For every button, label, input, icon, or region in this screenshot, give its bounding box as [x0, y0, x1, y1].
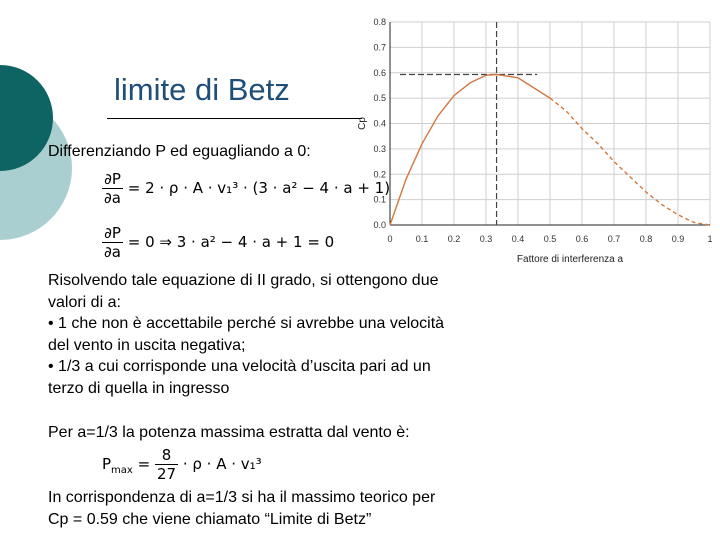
conclusion-text — [48, 487, 435, 530]
y-tick-label: 0.1 — [373, 194, 386, 205]
x-tick-label: 0 — [387, 234, 393, 244]
y-tick-label: 0.5 — [373, 93, 386, 104]
paragraph-line: • 1/3 a cui corrisponde una velocità d’uscita pari ad un — [48, 358, 431, 375]
eq3-denominator: 27 — [156, 465, 177, 483]
equation-derivative — [102, 170, 390, 207]
eq2-rhs: = 0 ⇒ 3 · a² − 4 · a + 1 = 0 — [127, 233, 335, 251]
eq2-denominator: ∂a — [104, 243, 121, 261]
eq2-fraction — [102, 224, 123, 261]
y-tick-label: 0.0 — [373, 220, 386, 230]
x-tick-label: 0.7 — [607, 234, 621, 244]
y-tick-label: 0.7 — [373, 42, 386, 53]
explanation-paragraph — [48, 270, 444, 399]
y-tick-label: 0.6 — [373, 67, 386, 78]
eq3-lhs-subscript: max — [111, 465, 133, 476]
eq1-rhs: = 2 · ρ · A · v₁³ · (3 · a² − 4 · a + 1) — [127, 179, 391, 197]
eq3-fraction — [155, 446, 178, 483]
eq1-fraction — [102, 170, 123, 207]
equation-pmax — [102, 446, 262, 483]
y-tick-label: 0.3 — [373, 143, 386, 154]
paragraph-line: Risolvendo tale equazione di II grado, si ottengono due — [48, 272, 439, 289]
x-tick-label: 0.9 — [671, 234, 685, 244]
x-tick-label: 1 — [707, 234, 713, 244]
x-tick-label: 0.4 — [511, 234, 525, 244]
eq1-denominator: ∂a — [104, 189, 121, 207]
eq3-lhs-symbol: P — [102, 455, 112, 473]
cp-curve-solid — [390, 75, 550, 226]
slide-title: limite di Betz — [114, 72, 290, 107]
x-tick-label: 0.1 — [415, 234, 429, 244]
paragraph-line: • 1 che non è accettabile perché si avrebbe una velocità — [48, 315, 445, 332]
eq1-numerator: ∂P — [102, 170, 123, 189]
intro-text: Differenziando P ed eguagliando a 0: — [48, 143, 311, 160]
x-axis-label: Fattore di interferenza a — [516, 254, 624, 265]
x-tick-label: 0.2 — [447, 234, 461, 244]
y-tick-label: 0.4 — [373, 118, 386, 129]
x-tick-label: 0.3 — [479, 234, 493, 244]
eq3-numerator: 8 — [155, 446, 178, 465]
max-power-text: Per a=1/3 la potenza massima estratta dal vento è: — [48, 424, 410, 441]
x-tick-label: 0.8 — [639, 234, 653, 244]
eq2-numerator: ∂P — [102, 224, 123, 243]
cp-curve-dashed — [550, 98, 710, 225]
eq3-lhs: $P_{max}$ = — [102, 455, 151, 476]
betz-chart-svg — [350, 10, 720, 275]
paragraph-line: valori di a: — [48, 293, 121, 311]
y-axis-label: Cp — [357, 117, 368, 130]
betz-chart — [350, 10, 720, 275]
conclusion-line: Cp = 0.59 che viene chiamato “Limite di Betz” — [48, 510, 372, 528]
eq3-rhs: · ρ · A · v₁³ — [182, 455, 262, 473]
x-tick-label: 0.6 — [575, 234, 589, 244]
title-underline — [107, 118, 362, 119]
y-tick-label: 0.8 — [373, 17, 386, 27]
equation-zero — [102, 224, 334, 261]
x-tick-label: 0.5 — [543, 234, 557, 244]
paragraph-line: del vento in uscita negativa; — [48, 336, 246, 354]
y-tick-label: 0.2 — [373, 169, 386, 180]
conclusion-line: In corrispondenza di a=1/3 si ha il massimo teorico per — [48, 489, 436, 506]
paragraph-line: terzo di quella in ingresso — [48, 379, 230, 397]
